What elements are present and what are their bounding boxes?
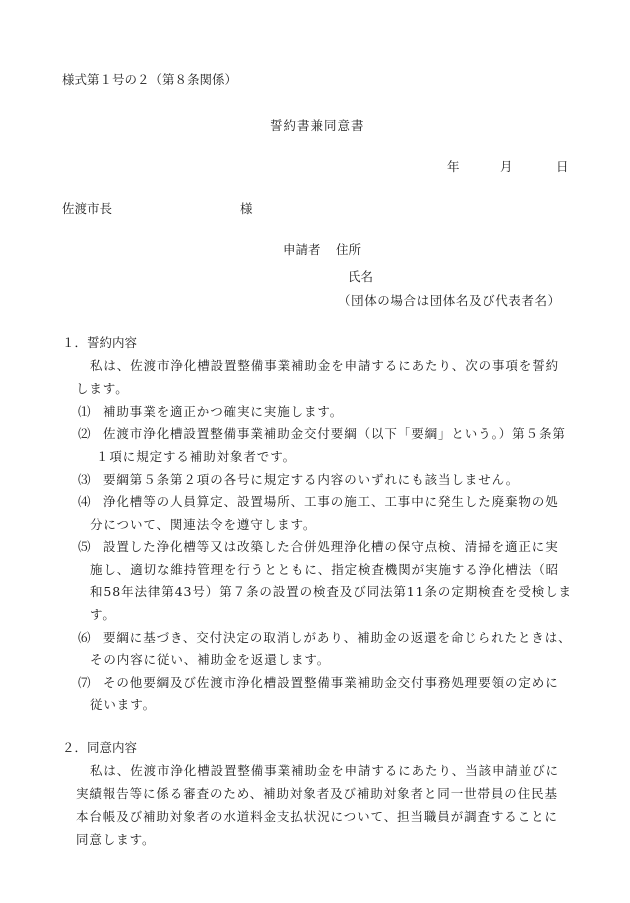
document-title: 誓約書兼同意書 [270, 118, 365, 133]
consent-line: 実績報告等に係る審査のため、補助対象者及び補助対象者と同一世帯員の住民基 [76, 786, 558, 801]
item-line: 補助事業を適正かつ確実に実施します。 [103, 404, 344, 419]
item-line: １項に規定する補助対象者です。 [96, 449, 297, 464]
item-line: 施し、適切な維持管理を行うとともに、指定検査機関が実施する浄化槽法（昭 [90, 562, 560, 577]
form-number: 様式第１号の２（第８条関係） [62, 72, 238, 87]
applicant-note: （団体の場合は団体名及び代表者名） [338, 293, 561, 308]
item-line: 分について、関連法令を遵守します。 [90, 517, 317, 532]
date-day: 日 [556, 159, 569, 174]
date-year: 年 [447, 159, 460, 174]
consent-line: 本台帳及び補助対象者の水道料金支払状況について、担当職員が調査することに [76, 809, 558, 824]
item-number: ⑺ [78, 675, 91, 690]
consent-line: 私は、佐渡市浄化槽設置整備事業補助金を申請するにあたり、当該申請並びに [90, 763, 560, 778]
item-line: 佐渡市浄化槽設置整備事業補助金交付要綱（以下「要綱」という。）第５条第 [103, 426, 566, 441]
consent-line: 同意します。 [76, 832, 156, 847]
item-line: 従います。 [90, 697, 157, 712]
applicant-address-label: 住所 [336, 242, 362, 257]
item-number: ⑴ [78, 404, 91, 419]
item-number: ⑹ [78, 630, 91, 645]
item-line: 要綱に基づき、交付決定の取消しがあり、補助金の返還を命じられたときは、 [103, 630, 572, 645]
intro-line: 私は、佐渡市浄化槽設置整備事業補助金を申請するにあたり、次の事項を誓約 [90, 358, 560, 373]
item-line: その他要綱及び佐渡市浄化槽設置整備事業補助金交付事務処理要領の定めに [103, 675, 559, 690]
item-number: ⑸ [78, 539, 91, 554]
item-line: 浄化槽等の人員算定、設置場所、工事の施工、工事中に発生した廃棄物の処 [103, 494, 559, 509]
item-number: ⑵ [78, 426, 91, 441]
addressee-honorific: 様 [240, 201, 253, 216]
item-number: ⑷ [78, 494, 91, 509]
item-line: 和58年法律第43号）第７条の設置の検査及び同法第11条の定期検査を受検しま [90, 584, 572, 599]
applicant-label: 申請者 [283, 242, 321, 257]
date-month: 月 [500, 159, 513, 174]
intro-line: します。 [76, 381, 129, 396]
addressee-name: 佐渡市長 [62, 201, 113, 216]
item-line: その内容に従い、補助金を返還します。 [90, 652, 331, 667]
item-line: 設置した浄化槽等又は改築した合併処理浄化槽の保守点検、清掃を適正に実 [103, 539, 559, 554]
section-heading: １．誓約内容 [62, 335, 138, 350]
item-line: 要綱第５条第２項の各号に規定する内容のいずれにも該当しません。 [103, 472, 520, 487]
applicant-name-label: 氏名 [348, 269, 374, 284]
item-line: す。 [90, 607, 116, 622]
section-heading: ２．同意内容 [62, 740, 138, 755]
item-number: ⑶ [78, 472, 91, 487]
